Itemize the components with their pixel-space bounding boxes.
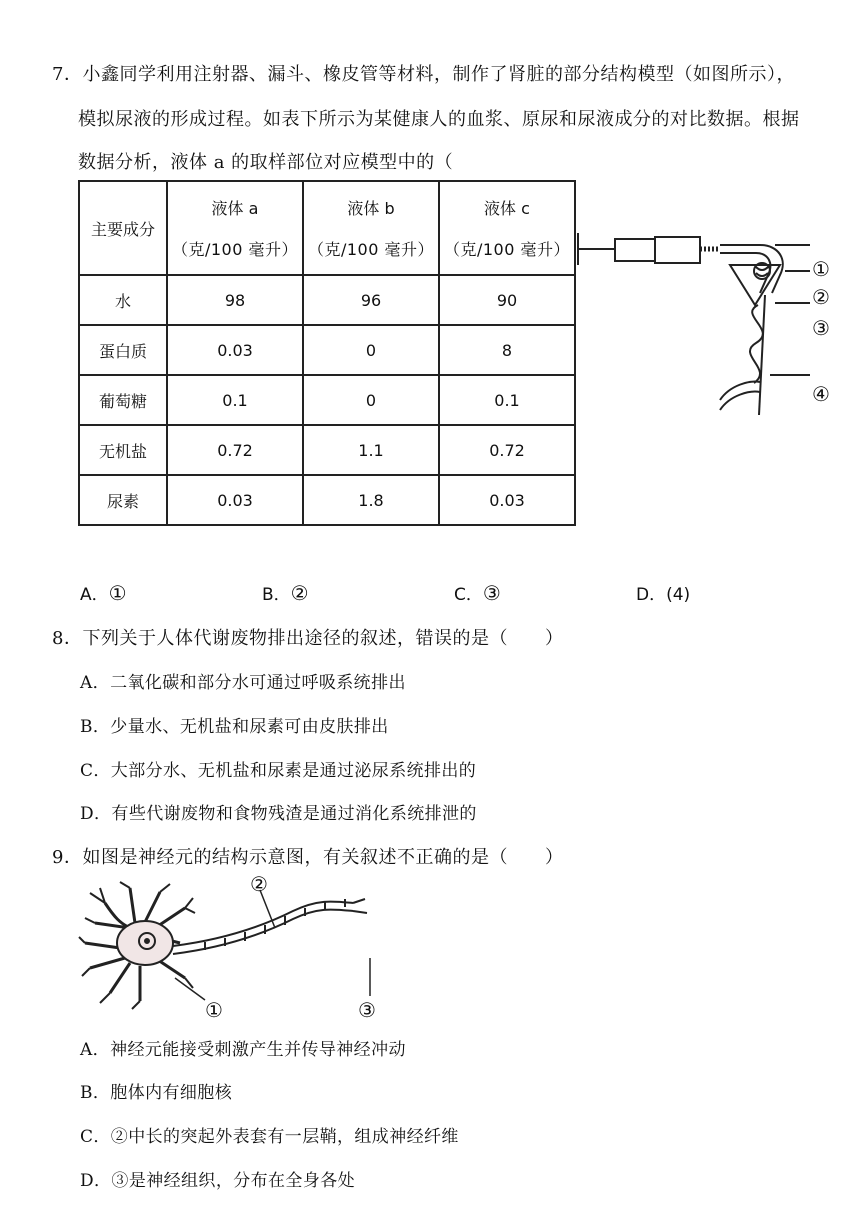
table-cell: 0.03 (167, 325, 303, 375)
table-cell: 90 (439, 275, 575, 325)
kidney-model-figure (570, 225, 840, 425)
table-header-cell (439, 181, 575, 275)
table-header-title: 液体 b (347, 199, 395, 218)
table-header-cell (167, 181, 303, 275)
figure-label-1: ① (812, 257, 830, 281)
table-header-unit: （克/100 毫升） (307, 240, 435, 259)
option-mark: ① (108, 581, 127, 605)
table-header-title: 液体 c (484, 199, 530, 218)
option-mark: ② (290, 581, 309, 605)
q7-stem-line2: 模拟尿液的形成过程。如表下所示为某健康人的血浆、原尿和尿液成分的对比数据。根据 (78, 109, 800, 130)
q7-option-c[interactable] (454, 580, 501, 605)
q7-option-b[interactable] (262, 580, 309, 605)
q9-option-a[interactable]: A．神经元能接受刺激产生并传导神经冲动 (80, 1040, 406, 1060)
q8-stem: 8．下列关于人体代谢废物排出途径的叙述，错误的是（ ） (52, 628, 564, 649)
table-cell: 0.03 (439, 475, 575, 525)
table-cell: 1.8 (303, 475, 439, 525)
table-cell: 8 (439, 325, 575, 375)
q8-option-c[interactable]: C．大部分水、无机盐和尿素是通过泌尿系统排出的 (80, 761, 477, 781)
q7-composition-table (78, 180, 576, 526)
table-header-unit: （克/100 毫升） (171, 240, 299, 259)
table-row (79, 375, 575, 425)
option-letter: B． (262, 585, 291, 605)
q7-stem-line3: 数据分析，液体 a 的取样部位对应模型中的（ (78, 152, 454, 173)
table-cell: 0.72 (167, 425, 303, 475)
table-cell: 0.1 (439, 375, 575, 425)
q7-stem-line1: 7．小鑫同学利用注射器、漏斗、橡皮管等材料，制作了肾脏的部分结构模型（如图所示）， (52, 64, 795, 85)
q8-option-d[interactable]: D．有些代谢废物和食物残渣是通过消化系统排泄的 (80, 804, 477, 824)
figure-label-2: ② (812, 285, 830, 309)
q8-option-b[interactable]: B．少量水、无机盐和尿素可由皮肤排出 (80, 717, 389, 737)
option-letter: C． (454, 585, 483, 605)
q9-option-b[interactable]: B．胞体内有细胞核 (80, 1083, 233, 1103)
table-cell: 无机盐 (79, 425, 167, 475)
neuron-label-1: ① (205, 998, 223, 1022)
table-row (79, 475, 575, 525)
table-header-title: 液体 a (211, 199, 259, 218)
table-cell: 尿素 (79, 475, 167, 525)
table-header-cell (303, 181, 439, 275)
q9-option-c[interactable]: C．②中长的突起外表套有一层鞘，组成神经纤维 (80, 1127, 459, 1147)
table-cell: 96 (303, 275, 439, 325)
q7-option-d[interactable] (636, 580, 690, 605)
q7-option-a[interactable] (80, 580, 127, 605)
neuron-label-2: ② (250, 872, 268, 896)
neuron-label-3: ③ (358, 998, 376, 1022)
table-header-row (79, 181, 575, 275)
figure-label-4: ④ (812, 382, 830, 406)
table-cell: 98 (167, 275, 303, 325)
option-letter: D． (636, 585, 667, 605)
option-mark: ③ (482, 581, 501, 605)
neuron-figure (75, 878, 385, 1018)
table-cell: 蛋白质 (79, 325, 167, 375)
table-cell: 0 (303, 375, 439, 425)
table-header-cell: 主要成分 (79, 181, 167, 275)
table-row (79, 325, 575, 375)
table-cell: 0 (303, 325, 439, 375)
table-cell: 水 (79, 275, 167, 325)
table-cell: 葡萄糖 (79, 375, 167, 425)
option-mark: (4) (666, 585, 691, 605)
table-cell: 1.1 (303, 425, 439, 475)
option-letter: A． (80, 585, 109, 605)
table-cell: 0.03 (167, 475, 303, 525)
figure-label-3: ③ (812, 316, 830, 340)
q8-option-a[interactable]: A．二氧化碳和部分水可通过呼吸系统排出 (80, 673, 406, 693)
q9-stem: 9．如图是神经元的结构示意图，有关叙述不正确的是（ ） (52, 847, 564, 868)
q9-option-d[interactable]: D．③是神经组织，分布在全身各处 (80, 1171, 356, 1191)
table-cell: 0.1 (167, 375, 303, 425)
table-header-unit: （克/100 毫升） (443, 240, 571, 259)
table-row (79, 425, 575, 475)
table-cell: 0.72 (439, 425, 575, 475)
table-row (79, 275, 575, 325)
